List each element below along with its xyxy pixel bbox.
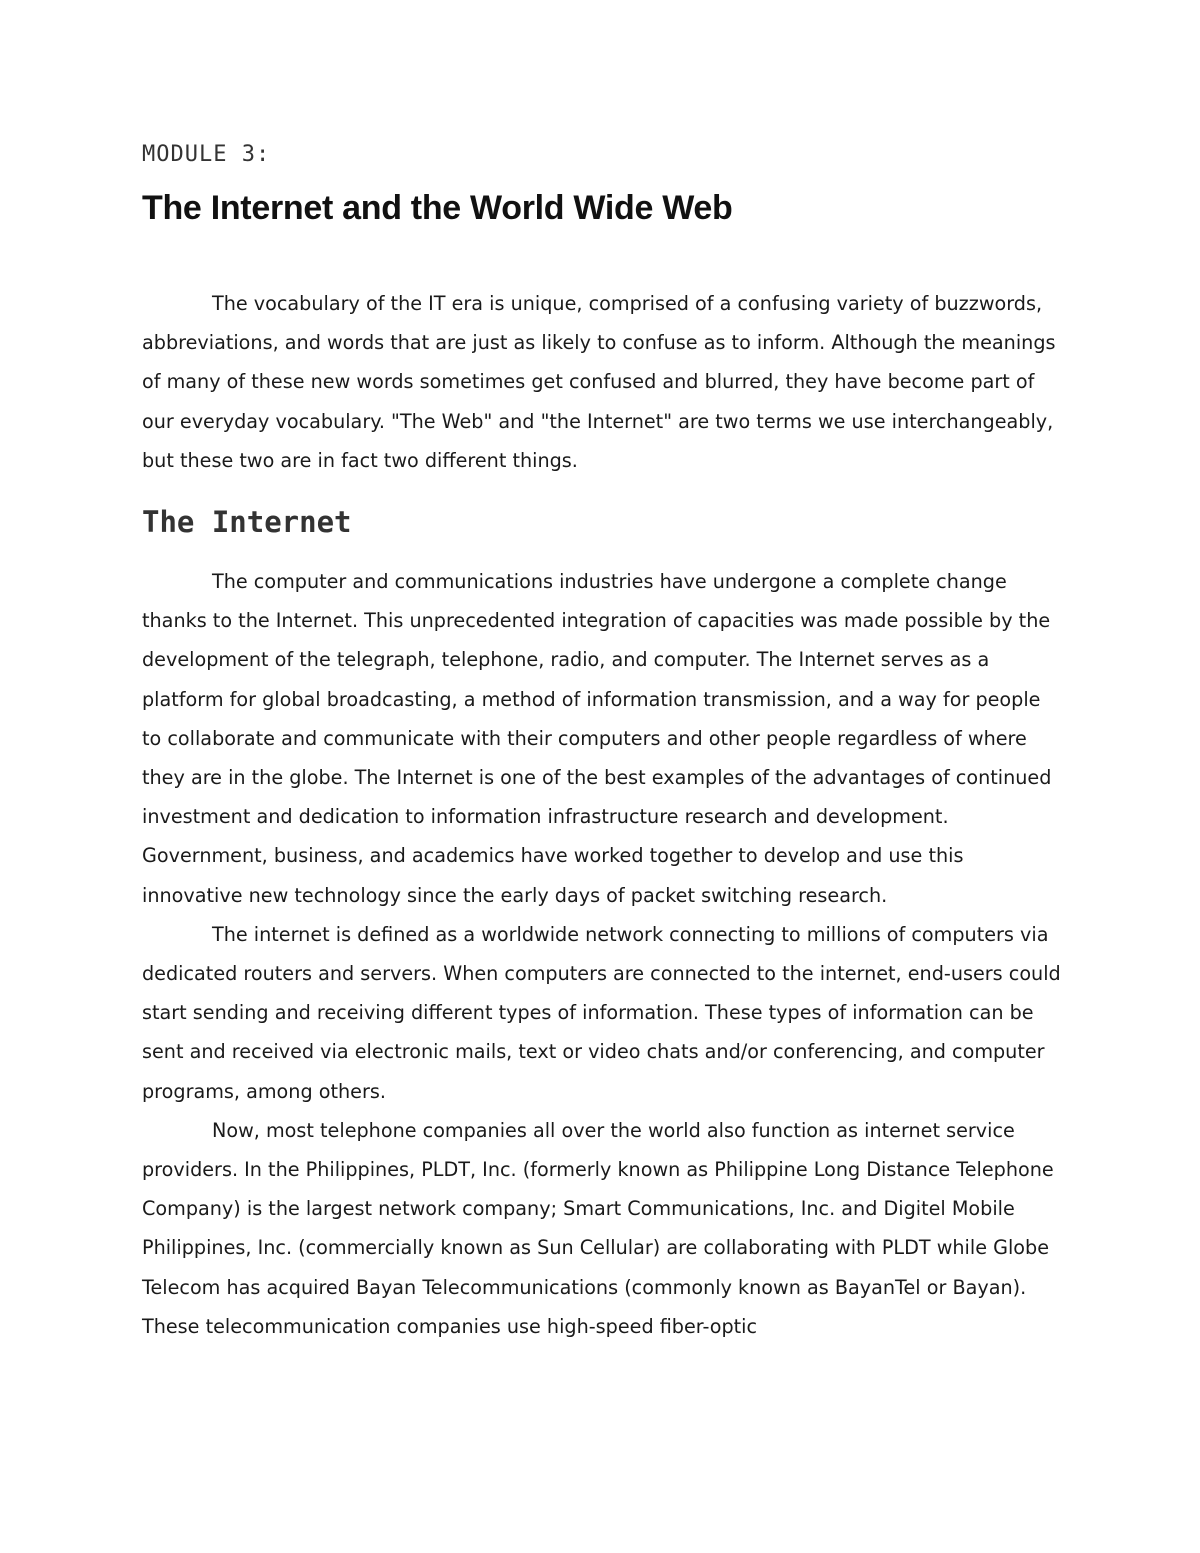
- intro-section: [142, 284, 1062, 480]
- intro-paragraph: The vocabulary of the IT era is unique, comprised of a confusing variety of buzzwords, abbreviations, and words that are just as likely to confuse as to inform. Although the meanings of many of these new words sometimes get confused and blurred, they have become part of our everyday vocabulary. "The Web" and "the Internet" are two terms we use interchangeably, but these two are in fact two different things.: [142, 292, 1056, 472]
- document-title: The Internet and the World Wide Web: [142, 189, 733, 227]
- internet-section-body: [142, 562, 1062, 1346]
- paragraph-telephone-companies: Now, most telephone companies all over the world also function as internet service providers. In the Philippines, PLDT, Inc. (formerly known as Philippine Long Distance Telephone Company) is the largest network company; Smart Communications, Inc. and Digitel Mobile Philippines, Inc. (commercially known as Sun Cellular) are collaborating with PLDT while Globe Telecom has acquired Bayan Telecommunications (commonly known as BayanTel or Bayan). These telecommunication companies use high-speed fiber-optic: [142, 1118, 1054, 1338]
- section-heading-internet: The Internet: [142, 505, 352, 539]
- module-label: MODULE 3:: [142, 142, 271, 167]
- paragraph-internet-definition: The internet is defined as a worldwide network connecting to millions of computers via dedicated routers and servers. When computers are connected to the internet, end-users could start sending and receiving different types of information. These types of information can be sent and received via electronic mails, text or video chats and/or conferencing, and computer programs, among others.: [142, 922, 1061, 1103]
- paragraph-internet-history: The computer and communications industries have undergone a complete change thanks to the Internet. This unprecedented integration of capacities was made possible by the development of the telegraph, telephone, radio, and computer. The Internet serves as a platform for global broadcasting, a method of information transmission, and a way for people to collaborate and communicate with their computers and other people regardless of where they are in the globe. The Internet is one of the best examples of the advantages of continued investment and dedication to information infrastructure research and development. Government, business, and academics have worked together to develop and use this innovative new technology since the early days of packet switching research.: [142, 570, 1052, 907]
